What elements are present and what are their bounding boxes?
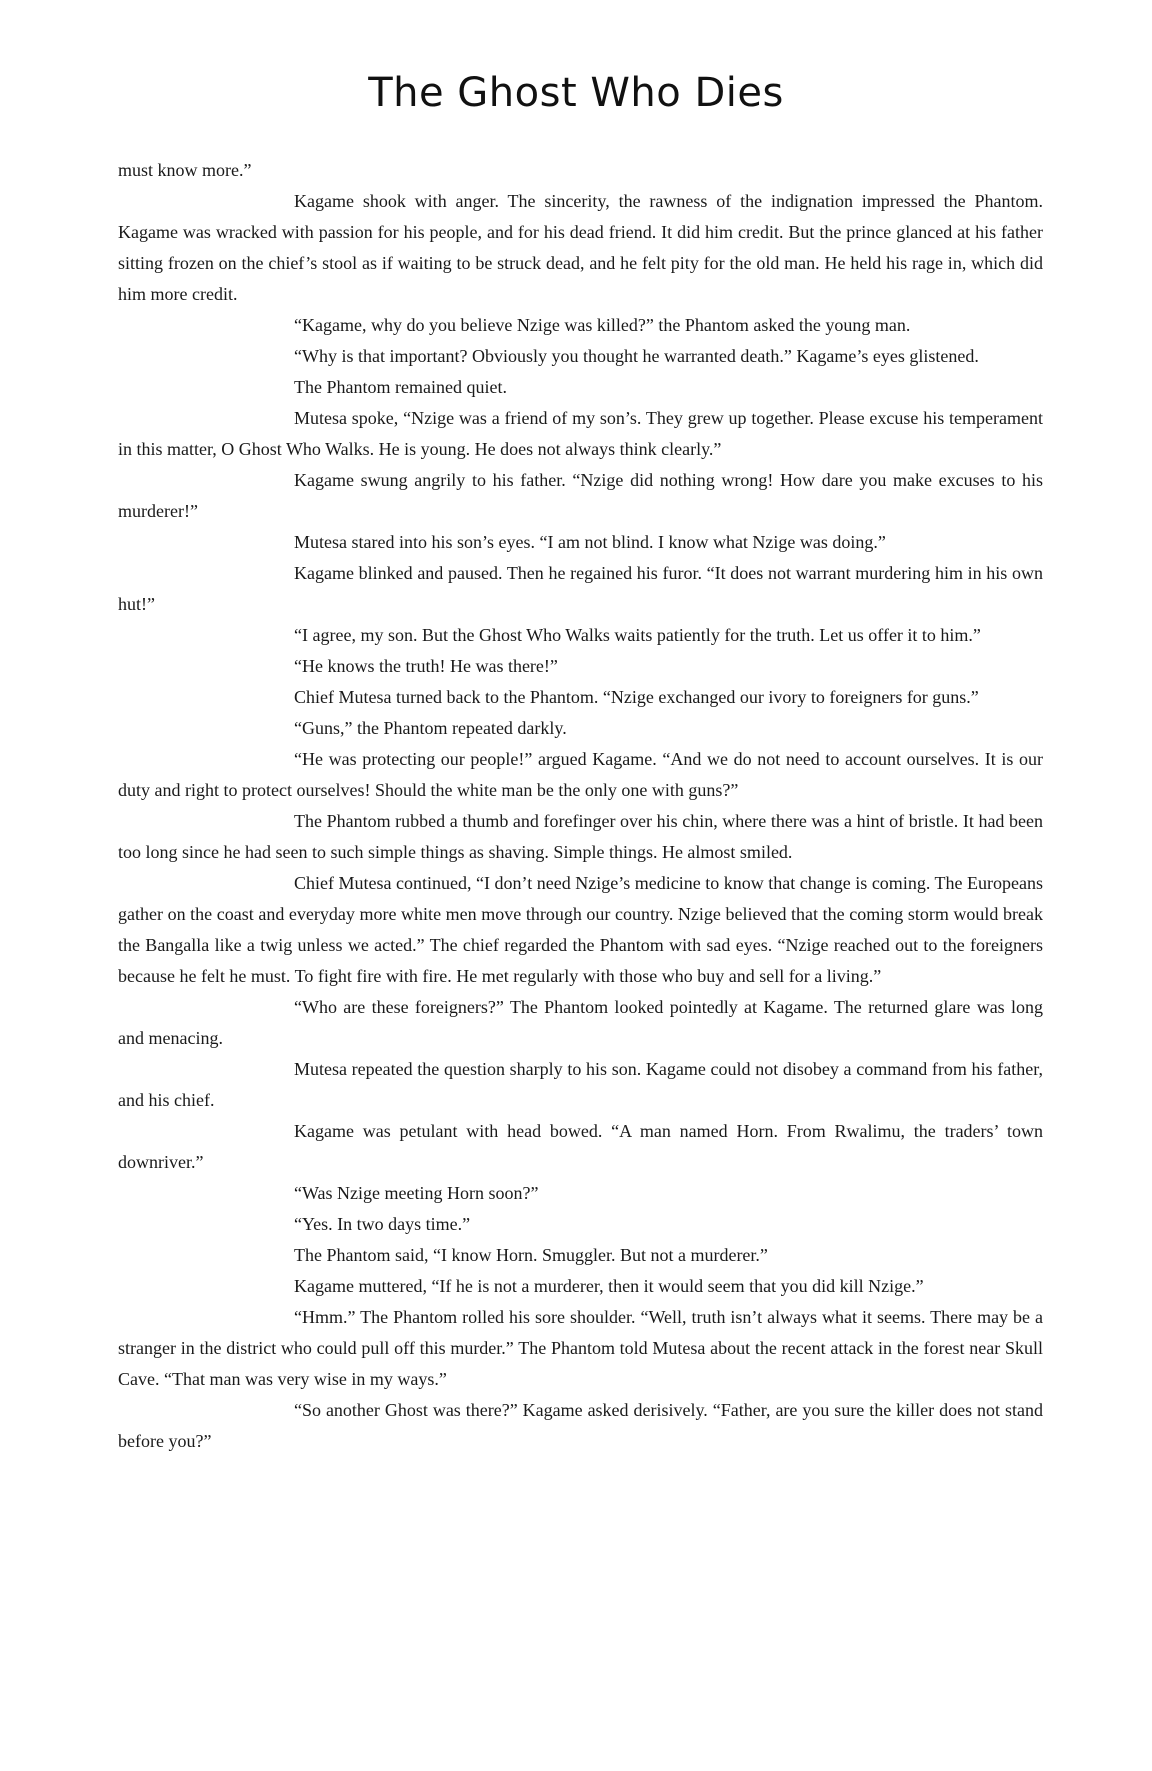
paragraph: Kagame swung angrily to his father. “Nzige did nothing wrong! How dare you make excuses to his murderer!” — [118, 470, 1043, 521]
paragraph: “Hmm.” The Phantom rolled his sore shoulder. “Well, truth isn’t always what it seems. There may be a stranger in the district who could pull off this murder.” The Phantom told Mutesa about the recent attack in the forest near Skull Cave. “That man was very wise in my ways.” — [118, 1307, 1043, 1389]
paragraph: Kagame blinked and paused. Then he regained his furor. “It does not warrant murdering him in his own hut!” — [118, 563, 1043, 614]
paragraph: “Guns,” the Phantom repeated darkly. — [294, 718, 567, 738]
paragraph: must know more.” — [118, 160, 252, 180]
paragraph: The Phantom rubbed a thumb and forefinger over his chin, where there was a hint of bristle. It had been too long since he had seen to such simple things as shaving. Simple things. He almost smiled. — [118, 811, 1043, 862]
paragraph: The Phantom said, “I know Horn. Smuggler. But not a murderer.” — [294, 1245, 768, 1265]
paragraph: “Why is that important? Obviously you thought he warranted death.” Kagame’s eyes glistened. — [294, 346, 979, 366]
paragraph: Mutesa spoke, “Nzige was a friend of my son’s. They grew up together. Please excuse his temperament in this matter, O Ghost Who Walks. He is young. He does not always think clearly.” — [118, 408, 1043, 459]
body-text — [118, 155, 1043, 1457]
paragraph: Kagame shook with anger. The sincerity, the rawness of the indignation impressed the Phantom. Kagame was wracked with passion for his people, and for his dead friend. It did him credit. But the prince glanced at his father sitting frozen on the chief’s stool as if waiting to be struck dead, and he felt pity for the old man. He held his rage in, which did him more credit. — [118, 191, 1043, 304]
paragraph: The Phantom remained quiet. — [294, 377, 507, 397]
paragraph: Chief Mutesa turned back to the Phantom. “Nzige exchanged our ivory to foreigners for guns.” — [294, 687, 979, 707]
paragraph: “Yes. In two days time.” — [294, 1214, 471, 1234]
paragraph: “Was Nzige meeting Horn soon?” — [294, 1183, 539, 1203]
paragraph: Mutesa repeated the question sharply to his son. Kagame could not disobey a command from his father, and his chief. — [118, 1059, 1043, 1110]
paragraph: Mutesa stared into his son’s eyes. “I am not blind. I know what Nzige was doing.” — [294, 532, 886, 552]
paragraph: “So another Ghost was there?” Kagame asked derisively. “Father, are you sure the killer does not stand before you?” — [118, 1400, 1043, 1451]
paragraph: Kagame muttered, “If he is not a murderer, then it would seem that you did kill Nzige.” — [294, 1276, 924, 1296]
paragraph: “Kagame, why do you believe Nzige was killed?” the Phantom asked the young man. — [294, 315, 911, 335]
paragraph: “He was protecting our people!” argued Kagame. “And we do not need to account ourselves. It is our duty and right to protect ourselves! Should the white man be the only one with guns?” — [118, 749, 1043, 800]
page-title: The Ghost Who Dies — [368, 70, 784, 116]
paragraph: “I agree, my son. But the Ghost Who Walks waits patiently for the truth. Let us offer it to him.” — [294, 625, 981, 645]
paragraph: Chief Mutesa continued, “I don’t need Nzige’s medicine to know that change is coming. The Europeans gather on the coast and everyday more white men move through our country. Nzige believed that the coming storm would break the Bangalla like a twig unless we acted.” The chief regarded the Phantom with sad eyes. “Nzige reached out to the foreigners because he felt he must. To fight fire with fire. He met regularly with those who buy and sell for a living.” — [118, 873, 1043, 986]
paragraph: “Who are these foreigners?” The Phantom looked pointedly at Kagame. The returned glare was long and menacing. — [118, 997, 1043, 1048]
paragraph: “He knows the truth! He was there!” — [294, 656, 558, 676]
paragraph: Kagame was petulant with head bowed. “A man named Horn. From Rwalimu, the traders’ town downriver.” — [118, 1121, 1043, 1172]
